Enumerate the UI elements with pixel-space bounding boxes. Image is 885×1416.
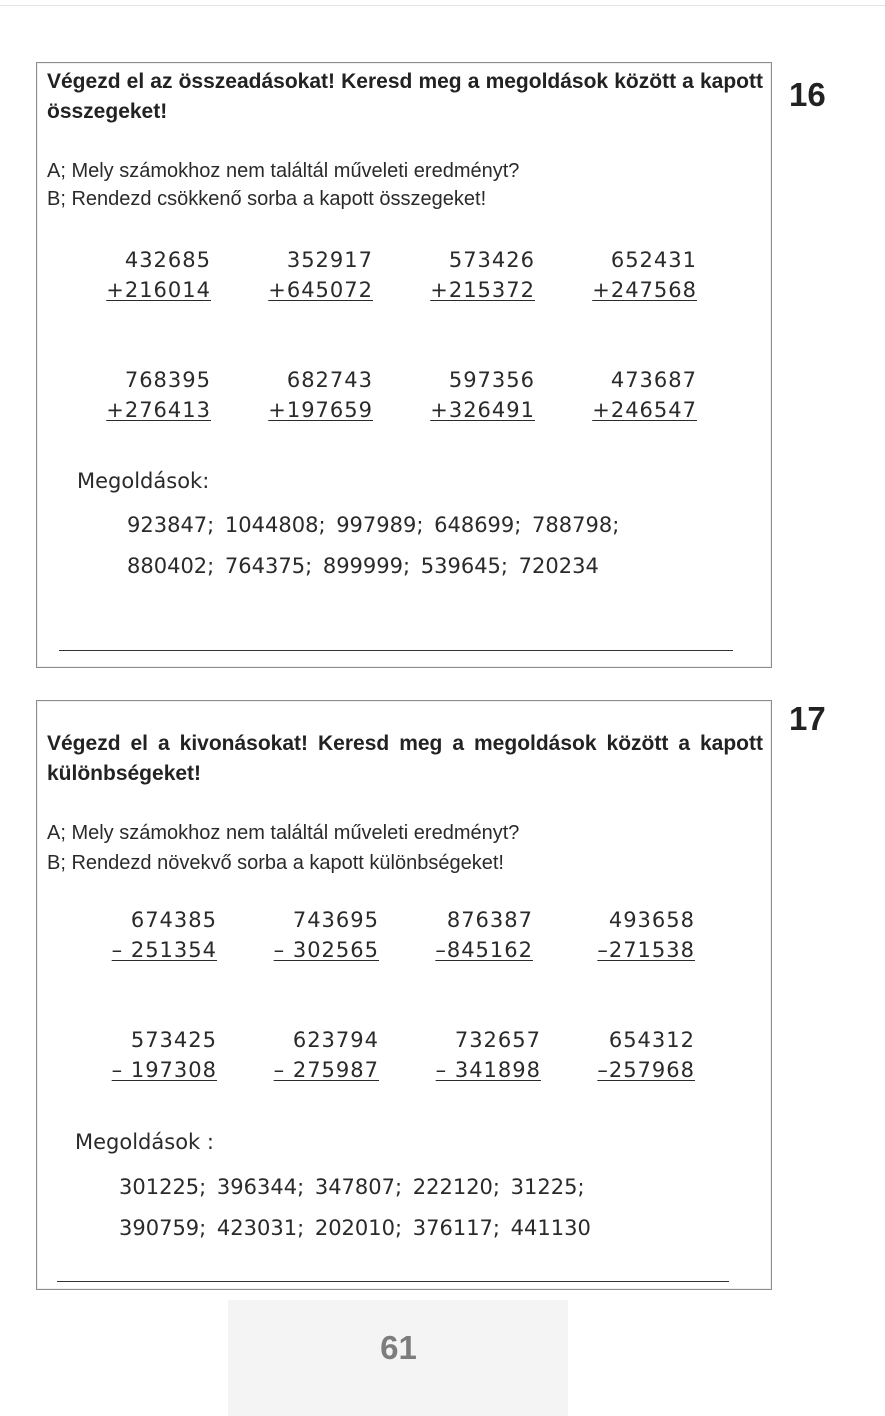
operand-top: 652431 [610,248,697,272]
exercise-16-box [36,62,772,668]
operand-bottom: +247568 [592,278,697,302]
operation-4 [585,905,695,965]
operation-3 [425,245,535,305]
operand-bottom: +276413 [106,398,211,422]
operation-8 [587,365,697,425]
operand-top: 432685 [124,248,211,272]
exercise-17-question-b: B; Rendezd növekvő sorba a kapott különbségeket! [47,852,504,874]
operand-bottom: – 302565 [273,938,379,962]
operand-top: 597356 [448,368,535,392]
operation-5 [107,1025,217,1085]
operand-top: 768395 [124,368,211,392]
solutions-line-2: 390759; 423031; 202010; 376117; 441130 [119,1216,591,1240]
operand-bottom: –271538 [597,938,695,962]
operation-7 [425,365,535,425]
operand-top: 876387 [446,908,533,932]
operand-top: 674385 [130,908,217,932]
operand-top: 654312 [608,1028,695,1052]
operand-top: 573425 [130,1028,217,1052]
operation-7 [431,1025,541,1085]
operation-3 [423,905,533,965]
page-number: 61 [380,1329,417,1366]
operand-bottom: – 341898 [435,1058,541,1082]
operand-top: 682743 [286,368,373,392]
exercise-17-box [36,700,772,1290]
operation-1 [107,905,217,965]
operand-bottom: – 251354 [111,938,217,962]
operand-bottom: +645072 [268,278,373,302]
operation-5 [101,365,211,425]
operand-bottom: –257968 [597,1058,695,1082]
operation-2 [269,905,379,965]
operand-bottom: +215372 [430,278,535,302]
operand-bottom: – 197308 [111,1058,217,1082]
top-rule [0,5,885,6]
operand-bottom: +216014 [106,278,211,302]
solutions-label: Megoldások : [75,1130,214,1154]
operation-6 [263,365,373,425]
operand-top: 493658 [608,908,695,932]
operand-top: 623794 [292,1028,379,1052]
exercise-17-question-a: A; Mely számokhoz nem találtál műveleti eredményt? [47,822,520,844]
operation-1 [101,245,211,305]
operand-bottom: +326491 [430,398,535,422]
answer-line [57,1281,729,1282]
operand-bottom: –845162 [435,938,533,962]
operand-top: 743695 [292,908,379,932]
operand-top: 573426 [448,248,535,272]
operand-top: 473687 [610,368,697,392]
solutions-line-2: 880402; 764375; 899999; 539645; 720234 [127,554,599,578]
operation-2 [263,245,373,305]
operand-top: 732657 [454,1028,541,1052]
exercise-16-question-b: B; Rendezd csökkenő sorba a kapott összegeket! [47,188,487,210]
operand-top: 352917 [286,248,373,272]
solutions-line-1: 923847; 1044808; 997989; 648699; 788798; [127,513,620,537]
operation-8 [585,1025,695,1085]
exercise-16-title: Végezd el az összeadásokat! Keresd meg a megoldások között a kapott összegeket! [47,70,763,123]
operation-4 [587,245,697,305]
exercise-number-16: 16 [789,76,826,113]
exercise-17-title: Végezd el a kivonásokat! Keresd meg a megoldások között a kapott különbségeket! [47,732,763,785]
exercise-16-question-a: A; Mely számokhoz nem találtál műveleti eredményt? [47,160,520,182]
answer-line [59,650,733,651]
operand-bottom: – 275987 [273,1058,379,1082]
operand-bottom: +197659 [268,398,373,422]
operation-6 [269,1025,379,1085]
solutions-label: Megoldások: [77,469,210,493]
exercise-number-17: 17 [789,700,826,737]
operand-bottom: +246547 [592,398,697,422]
solutions-line-1: 301225; 396344; 347807; 222120; 31225; [119,1175,585,1199]
